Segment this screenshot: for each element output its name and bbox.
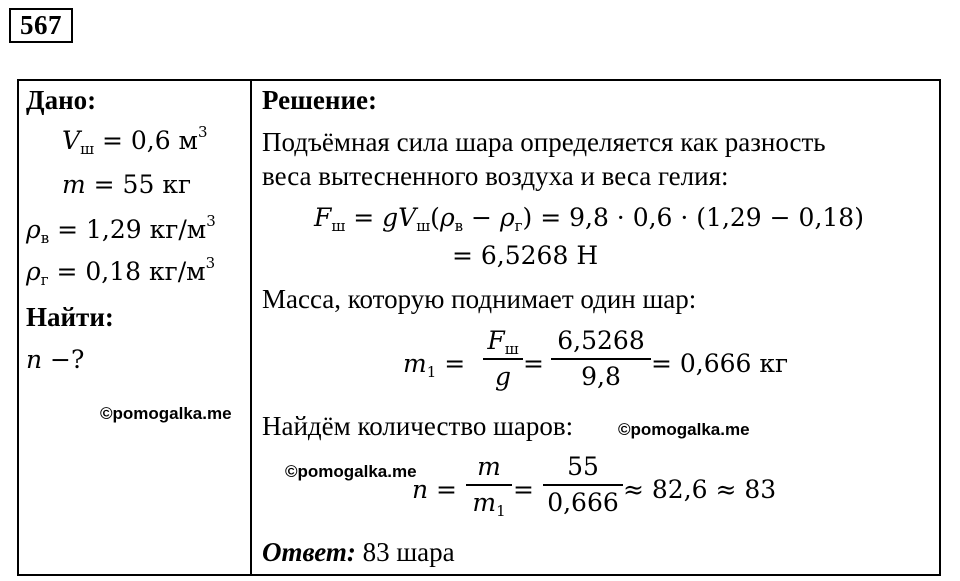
fraction-count-values: 55 0,666 [543,451,623,519]
formula-lift-force: $F_ш = gV_ш(\rho_в - \rho_г) = 9,8 \cdot 0,6 \cdot (1,29 - 0,18)$ [314,203,864,235]
watermark: ©pomogalka.me [618,420,750,439]
formula-lift-force-result: = 6,5268 Н [452,241,599,270]
find-unknown: n −? [26,345,85,374]
solution-text-count: Найдём количество шаров: [262,411,574,441]
fraction-values: 6,5268 9,8 [551,325,651,393]
problem-number: 567 [9,8,73,43]
formula-count-lhs: n = [412,475,458,504]
watermark: ©pomogalka.me [285,462,417,481]
solution-text-line1: Подъёмная сила шара определяется как разность [262,127,826,157]
answer-line: Ответ: 83 шара [262,537,455,567]
fraction-m-over-m1: m $m_1$ [466,451,512,519]
formula-count-result: ≈ 82,6 ≈ 83 [623,475,777,504]
solution-text-mass: Масса, которую поднимает один шар: [262,284,697,314]
given-volume: $V_ш = 0,6$ $м^3$ [62,123,208,158]
find-heading: Найти: [26,302,114,332]
given-heading: Дано: [26,85,97,115]
formula-mass-eq: = [523,349,544,378]
formula-count-eq: = [513,475,534,504]
solution-heading: Решение: [262,85,377,115]
fraction-force-over-g: $F_ш$ g [483,325,523,393]
formula-mass-result: = 0,666 кг [651,349,789,378]
watermark: ©pomogalka.me [100,404,232,423]
given-helium-density: $\rho_г = 0,18$ $кг/м^3$ [26,254,216,289]
column-divider [250,79,252,576]
given-mass: m = 55 кг [62,170,192,199]
given-air-density: $\rho_в = 1,29$ $кг/м^3$ [26,212,216,247]
formula-mass-lhs: $m_1$ = [403,349,466,381]
solution-text-line2: веса вытесненного воздуха и веса гелия: [262,161,729,191]
